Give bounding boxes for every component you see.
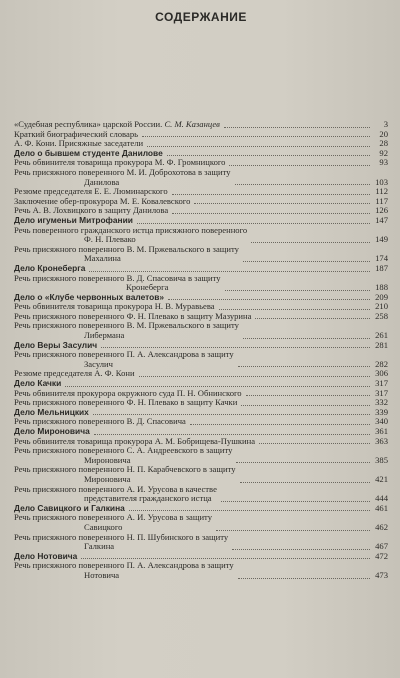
toc-entry [14,446,388,465]
dot-leader [168,299,370,300]
dot-leader [142,136,370,137]
toc-page-number: 306 [375,368,388,379]
dot-leader [216,530,370,531]
toc-entry-title [14,245,241,264]
dot-leader [172,213,370,214]
toc-page-number: 361 [375,426,388,436]
toc-page-number: 28 [379,138,388,149]
toc-entry-main-text: Речь присяжного поверенного С. А. Андреевского в защиту [14,445,233,456]
dot-leader [221,501,370,502]
toc-entry [14,321,388,340]
toc-entry [14,513,388,532]
toc-entry-continuation: Мироновича [84,454,131,465]
toc-page-number: 462 [375,521,388,532]
toc-entry-main-text: Речь обвинителя товарища прокурора А. М. Бобрищева-Пушкина [14,435,256,446]
dot-leader [81,558,370,559]
toc-entry-title [14,561,236,580]
toc-entry-main-text: Речь обвинителя товарища прокурора М. Ф. Громницкого [14,157,226,168]
toc-entry-title [14,274,223,293]
toc-page-number: 149 [375,234,388,245]
toc-entry-main-text: А. Ф. Кони. Присяжные заседатели [14,138,144,149]
dot-leader [238,578,370,579]
toc-page-number: 174 [375,253,388,264]
dot-leader [129,510,370,511]
toc-entry-main-text: Дело Веры Засулич [14,339,98,350]
dot-leader [194,203,370,204]
toc-entry-main-text: Дело Мельницких [14,406,89,417]
dot-leader [243,338,370,339]
toc-page-number: 363 [375,435,388,446]
toc-entry-main-text: Речь присяжного поверенного В. М. Пржевальского в защиту [14,320,239,331]
toc-entry-main-text: Дело Савицкого и Галкина [14,502,125,513]
toc-entry [14,561,388,580]
toc-page-number: 332 [375,397,388,408]
toc-entry-continuation: Ф. Н. Плевако [84,234,136,245]
toc-entry-main-text: Дело о «Клубе червонных валетов» [14,291,165,302]
toc-entry-main-text: Речь присяжного поверенного П. А. Александрова в защиту [14,349,234,360]
toc-entry-main-text: Речь присяжного поверенного А. И. Урусова в качестве [14,483,217,494]
toc-entry-main-text: Резюме председателя А. Ф. Кони [14,368,135,379]
dot-leader [101,347,370,348]
toc-entry [14,168,388,187]
toc-entry [14,533,388,552]
toc-entry-main-text: Речь присяжного поверенного В. Д. Спасовича [14,416,186,427]
toc-page-number: 258 [375,310,388,321]
toc-page-number: 20 [379,128,388,139]
table-of-contents [14,120,388,581]
toc-entry-main-text: Речь присяжного поверенного В. Д. Спасовича в защиту [14,272,221,283]
toc-entry-main-text: Речь присяжного поверенного А. И. Урусова в защиту [14,512,212,523]
toc-entry-continuation: Савицкого [84,521,123,532]
dot-leader [224,127,370,128]
toc-entry-main-text: Речь присяжного поверенного В. М. Пржевальского в защиту [14,243,239,254]
toc-page-number: 339 [375,406,388,417]
toc-page-number: 472 [375,550,388,561]
toc-entry-continuation: Засулич [84,358,113,369]
toc-page-number: 317 [375,387,388,398]
toc-entry-main-text: Речь поверенного гражданского истца присяжного поверенного [14,224,248,235]
toc-entry-main-text: Дело о бывшем студенте Данилове [14,147,163,158]
toc-entry-title [14,350,236,369]
toc-entry-main-text: Речь присяжного поверенного Н. П. Карабчевского в защиту [14,464,236,475]
toc-entry-main-text: Речь присяжного поверенного М. И. Доброхотова в защиту [14,166,231,177]
toc-page-number: 473 [375,569,388,580]
toc-page-number: 281 [375,339,388,350]
toc-entry-main-text: Заключение обер-прокурора М. Е. Ковалевского [14,195,191,206]
toc-page-number: 209 [375,291,388,302]
toc-entry-main-text: Дело Качки [14,378,62,389]
dot-leader [259,443,370,444]
toc-page-number: 92 [379,147,388,158]
toc-entry-continuation: представителя гражданского истца [84,493,212,504]
toc-entry-main-text: Дело Нотовича [14,550,78,561]
toc-entry-title [14,321,241,340]
dot-leader [251,242,370,243]
toc-entry-continuation: Мироновича [84,473,131,484]
toc-entry-main-text: Речь обвинителя товарища прокурора Н. В. Муравьева [14,301,215,312]
toc-entry-main-text: Речь присяжного поверенного Н. П. Шубинского в защиту [14,531,229,542]
dot-leader [238,366,370,367]
dot-leader [89,271,370,272]
toc-entry-continuation: Галкина [84,541,115,552]
toc-entry-continuation: Кронеберга [126,282,169,293]
toc-entry-title [14,226,249,245]
toc-entry-main-text: Дело Кронеберга [14,262,86,273]
dot-leader [219,309,370,310]
dot-leader [225,290,370,291]
toc-entry-main-text: Краткий биографический словарь [14,128,139,139]
dot-leader [147,146,370,147]
toc-entry-main-text: Речь присяжного поверенного Ф. Н. Плевако в защиту Мазурина [14,310,252,321]
dot-leader [236,462,370,463]
toc-page-number: 340 [375,416,388,427]
dot-leader [94,434,370,435]
page-title: СОДЕРЖАНИЕ [155,10,247,24]
toc-entry-author: С. М. Казанцев [164,119,220,129]
toc-page-number: 467 [375,541,388,552]
dot-leader [167,155,370,156]
toc-entry [14,485,388,504]
toc-entry-main-text: Дело игуменьи Митрофании [14,214,133,225]
toc-entry-main-text: «Судебная республика» царской России. [14,119,163,129]
toc-entry-main-text: Речь присяжного поверенного Ф. Н. Плевако в защиту Качки [14,397,238,408]
toc-page-number: 112 [375,186,388,197]
toc-entry-main-text: Речь обвинителя прокурора окружного суда П. Н. Обнинского [14,387,242,398]
toc-page-number: 117 [375,195,388,206]
dot-leader [139,376,370,377]
toc-entry-title [14,465,238,484]
toc-entry [14,350,388,369]
toc-entry-continuation: Данилова [84,176,120,187]
toc-entry-title [14,485,219,504]
dot-leader [65,386,370,387]
toc-entry [14,369,388,379]
dot-leader [235,184,370,185]
dot-leader [229,165,370,166]
dot-leader [232,549,370,550]
toc-page-number: 385 [375,454,388,465]
toc-page-number: 126 [375,205,388,216]
toc-entry-main-text: Дело Мироновича [14,426,90,436]
toc-page-number: 187 [375,262,388,273]
dot-leader [172,194,370,195]
toc-page-number: 444 [375,493,388,504]
toc-page-number: 3 [383,119,388,129]
dot-leader [240,482,370,483]
toc-entry-main-text: Резюме председателя Е. Е. Люминарского [14,186,168,197]
toc-entry-continuation: Нотовича [84,569,120,580]
toc-entry [14,245,388,264]
toc-entry-continuation: Махалина [84,253,121,264]
dot-leader [243,261,370,262]
toc-entry [14,226,388,245]
toc-page-number: 421 [375,473,388,484]
toc-page-number: 461 [375,502,388,513]
dot-leader [241,405,370,406]
toc-page-number: 282 [375,358,388,369]
dot-leader [137,223,370,224]
toc-entry [14,274,388,293]
toc-entry-main-text: Речь присяжного поверенного П. А. Александрова в защиту [14,560,234,571]
toc-entry-title [14,168,233,187]
toc-page-number: 210 [375,301,388,312]
dot-leader [255,318,370,319]
toc-entry-title [14,446,234,465]
toc-entry-main-text: Речь А. В. Лохвицкого в защиту Данилова [14,205,169,216]
toc-page-number: 147 [375,214,388,225]
toc-entry-title [14,513,214,532]
dot-leader [93,414,370,415]
toc-entry-continuation: Либермана [84,330,125,341]
toc-page-number: 261 [375,330,388,341]
toc-entry [14,465,388,484]
toc-entry-title [14,533,230,552]
toc-page-number: 103 [375,176,388,187]
dot-leader [246,395,370,396]
dot-leader [190,424,370,425]
toc-page-number: 93 [379,157,388,168]
toc-page-number: 188 [375,282,388,293]
toc-page-number: 317 [375,378,388,389]
